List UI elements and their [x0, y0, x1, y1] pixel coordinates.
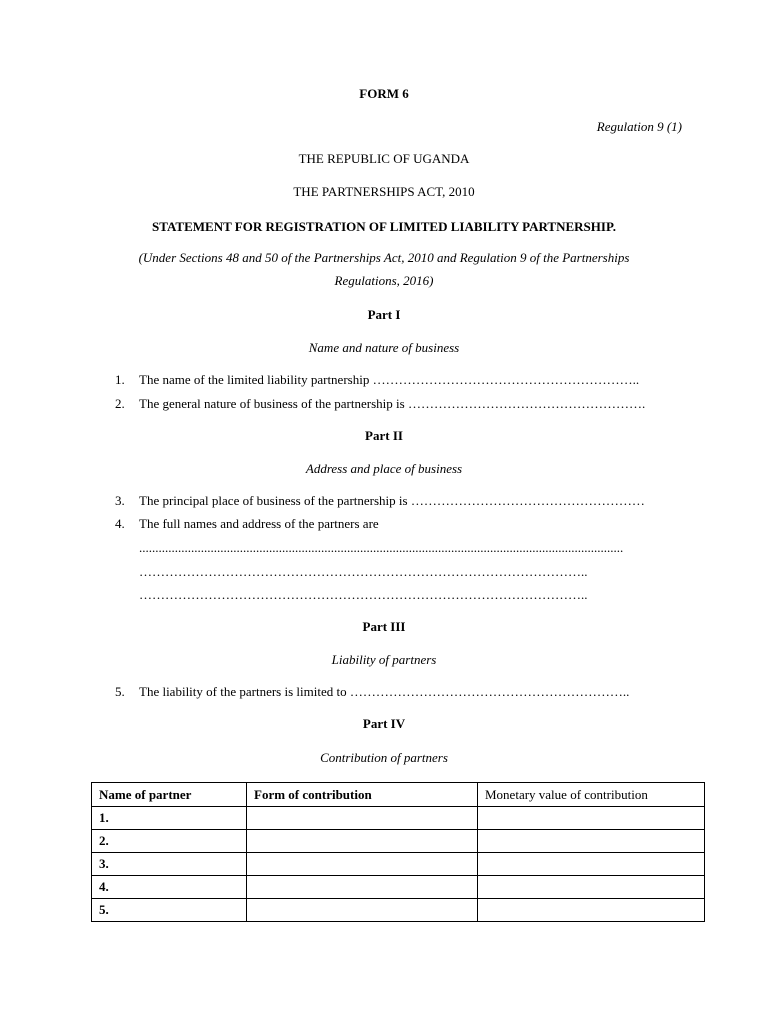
list-item: [115, 516, 379, 532]
fill-in-line[interactable]: ……………………………………………………..: [372, 372, 640, 387]
monetary-value-cell[interactable]: [478, 807, 705, 830]
statement-title: STATEMENT FOR REGISTRATION OF LIMITED LIABILITY PARTNERSHIP.: [152, 219, 616, 234]
address-fill-line-2[interactable]: …………………………………………………………………………………………..: [139, 564, 588, 579]
address-fill-line-1[interactable]: .....................................................................................................................................................: [139, 540, 624, 555]
fill-in-line[interactable]: ………………………………………………: [410, 493, 645, 508]
part-1-title: Part I: [367, 307, 401, 322]
fill-in-line[interactable]: ……………………………………………….: [407, 396, 646, 411]
table-row: [92, 830, 705, 853]
monetary-value-cell[interactable]: [478, 830, 705, 853]
item-number: 1.: [115, 372, 125, 387]
part-3-subtitle: Liability of partners: [331, 652, 437, 667]
part-4-title: Part IV: [362, 716, 406, 731]
act-heading: THE PARTNERSHIPS ACT, 2010: [293, 184, 475, 199]
form-of-contribution-cell[interactable]: [247, 899, 478, 922]
item-number: 2.: [115, 396, 125, 411]
under-sections-line-2: Regulations, 2016): [334, 273, 434, 288]
item-number: 3.: [115, 493, 125, 508]
row-number: 5.: [92, 899, 247, 922]
regulation-reference: Regulation 9 (1): [596, 119, 682, 134]
table-row: [92, 899, 705, 922]
form-of-contribution-cell[interactable]: [247, 853, 478, 876]
monetary-value-cell[interactable]: [478, 899, 705, 922]
item-text: The name of the limited liability partnership: [139, 372, 370, 387]
form-of-contribution-cell[interactable]: [247, 830, 478, 853]
part-3-title: Part III: [362, 619, 406, 634]
monetary-value-cell[interactable]: [478, 853, 705, 876]
republic-heading: THE REPUBLIC OF UGANDA: [298, 151, 470, 166]
item-text: The general nature of business of the partnership is: [139, 396, 405, 411]
part-1-subtitle: Name and nature of business: [308, 340, 460, 355]
table-row: [92, 853, 705, 876]
list-item: [115, 684, 629, 700]
table-header-row: [92, 783, 705, 807]
row-number: 3.: [92, 853, 247, 876]
table-row: [92, 876, 705, 899]
part-4-subtitle: Contribution of partners: [320, 750, 448, 765]
item-number: 4.: [115, 516, 125, 531]
form-title: FORM 6: [359, 86, 409, 101]
header-name-of-partner: Name of partner: [92, 783, 247, 807]
table-row: [92, 807, 705, 830]
item-number: 5.: [115, 684, 125, 699]
contribution-table: [91, 782, 705, 922]
header-form-of-contribution: Form of contribution: [247, 783, 478, 807]
item-text: The full names and address of the partners are: [139, 516, 379, 531]
list-item: [115, 396, 645, 412]
address-fill-line-3[interactable]: …………………………………………………………………………………………..: [139, 587, 588, 602]
row-number: 1.: [92, 807, 247, 830]
under-sections-line-1: (Under Sections 48 and 50 of the Partnerships Act, 2010 and Regulation 9 of the Partnerships: [138, 250, 630, 265]
list-item: [115, 493, 645, 509]
monetary-value-cell[interactable]: [478, 876, 705, 899]
fill-in-line[interactable]: ………………………………………………………..: [349, 684, 630, 699]
part-2-subtitle: Address and place of business: [305, 461, 463, 476]
form-of-contribution-cell[interactable]: [247, 807, 478, 830]
item-text: The liability of the partners is limited to: [139, 684, 347, 699]
row-number: 2.: [92, 830, 247, 853]
part-2-title: Part II: [365, 428, 403, 443]
row-number: 4.: [92, 876, 247, 899]
form-of-contribution-cell[interactable]: [247, 876, 478, 899]
list-item: [115, 372, 639, 388]
item-text: The principal place of business of the partnership is: [139, 493, 408, 508]
header-monetary-value: Monetary value of contribution: [478, 783, 705, 807]
